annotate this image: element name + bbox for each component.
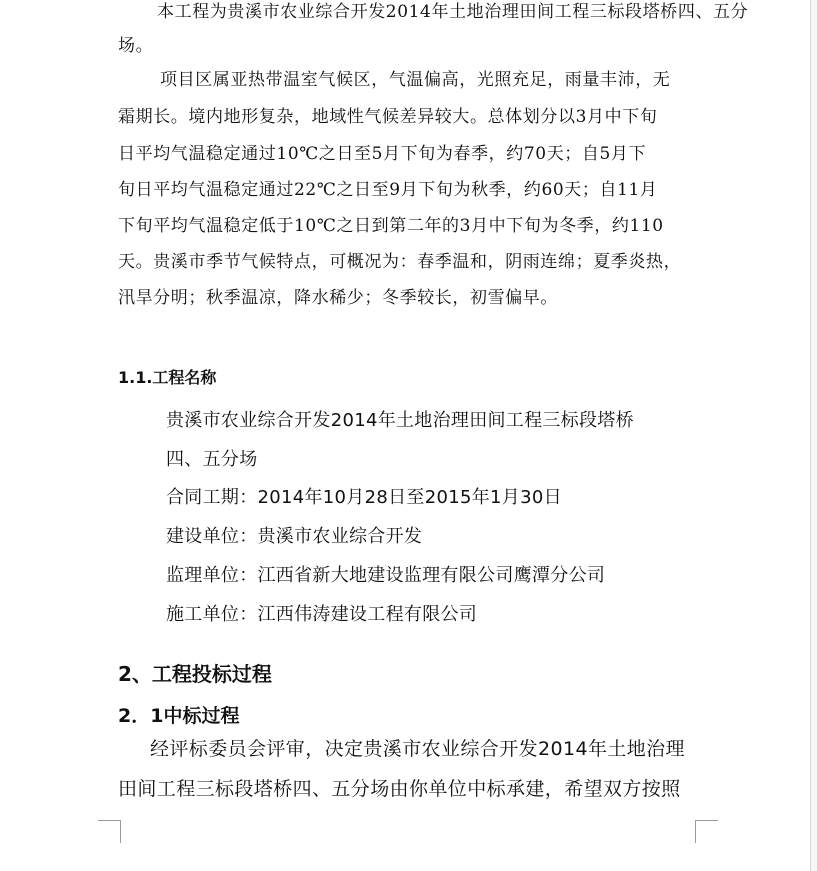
page-corner-mark-left	[98, 820, 121, 843]
contract-period: 合同工期：2014年10月28日至2015年1月30日	[166, 487, 562, 508]
contractor-unit: 施工单位：江西伟涛建设工程有限公司	[166, 604, 478, 625]
section-heading-award-process: 2．1中标过程	[118, 705, 240, 727]
climate-line-6: 天。贵溪市季节气候特点，可概况为：春季温和，阴雨连绵；夏季炎热，	[118, 252, 682, 272]
award-line-2: 田间工程三标段塔桥四、五分场由你单位中标承建，希望双方按照	[118, 778, 681, 800]
intro-line-2: 场。	[118, 36, 154, 56]
page-corner-mark-right	[695, 820, 718, 843]
project-name-line-1: 贵溪市农业综合开发2014年土地治理田间工程三标段塔桥	[166, 410, 634, 431]
climate-line-5: 下旬平均气温稳定低于10℃之日到第二年的3月中下旬为冬季，约110	[118, 216, 664, 236]
supervisor-unit: 监理单位：江西省新大地建设监理有限公司鹰潭分公司	[166, 565, 606, 586]
section-heading-bidding-process: 2、工程投标过程	[118, 662, 272, 686]
project-name-line-2: 四、五分场	[166, 449, 258, 470]
intro-line-1: 本工程为贵溪市农业综合开发2014年土地治理田间工程三标段塔桥四、五分	[157, 2, 749, 22]
climate-line-3: 日平均气温稳定通过10℃之日至5月下旬为春季，约70天；自5月下	[118, 144, 647, 164]
climate-line-1: 项目区属亚热带温室气候区，气温偏高，光照充足，雨量丰沛，无	[160, 70, 671, 90]
window-right-edge	[810, 0, 817, 871]
climate-line-4: 旬日平均气温稳定通过22℃之日至9月下旬为秋季，约60天；自11月	[118, 180, 658, 200]
award-line-1: 经评标委员会评审，决定贵溪市农业综合开发2014年土地治理	[150, 738, 685, 760]
builder-unit: 建设单位：贵溪市农业综合开发	[166, 526, 423, 547]
climate-line-7: 汛旱分明；秋季温凉，降水稀少；冬季较长，初雪偏早。	[118, 288, 558, 308]
section-heading-project-name: 1.1.工程名称	[118, 368, 217, 387]
climate-line-2: 霜期长。境内地形复杂，地域性气候差异较大。总体划分以3月中下旬	[118, 107, 658, 127]
